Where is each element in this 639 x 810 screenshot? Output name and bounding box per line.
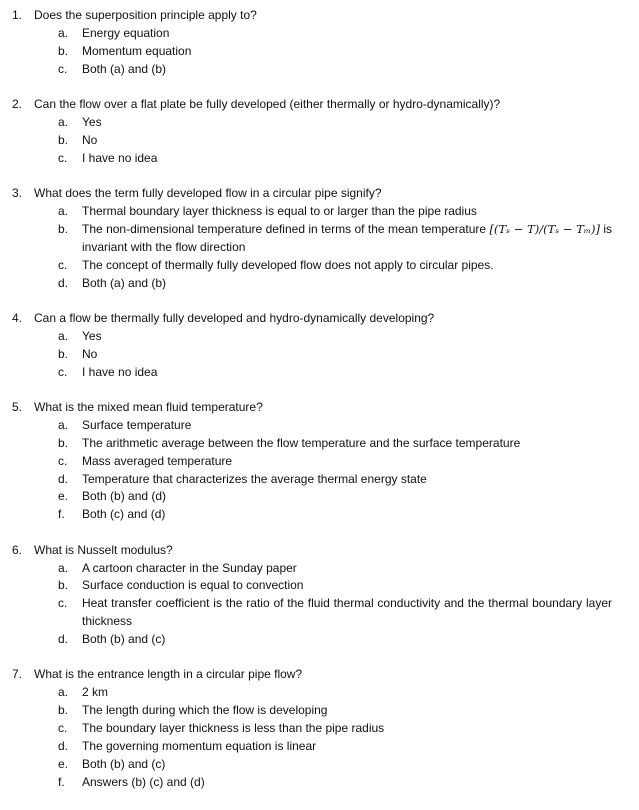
option-text (82, 702, 612, 720)
question-text: Can a flow be thermally fully developed and hydro-dynamically developing? (34, 310, 435, 325)
option-text (82, 435, 612, 453)
option-text-main: Mass averaged temperature (82, 453, 233, 468)
option-letter: e. (58, 489, 69, 504)
option-letter: a. (58, 685, 69, 700)
question-line (0, 542, 639, 560)
question-number: 2. (12, 97, 23, 112)
question-number: 7. (12, 667, 23, 682)
option-letter: a. (58, 560, 69, 575)
question-text: What is the mixed mean fluid temperature? (34, 399, 263, 414)
option-text (82, 560, 612, 578)
option-text-continued: is invariant with the flow direction (82, 221, 612, 254)
option-4-1 (0, 328, 639, 346)
option-letter: d. (58, 632, 69, 647)
option-text (82, 720, 612, 738)
question-text: What is the entrance length in a circular pipe flow? (34, 667, 303, 682)
question-line (0, 310, 639, 328)
option-text (82, 506, 612, 524)
option-7-5 (0, 756, 639, 774)
question-line (0, 96, 639, 114)
option-letter: d. (58, 739, 69, 754)
option-letter: b. (58, 578, 69, 593)
option-text (82, 132, 612, 150)
option-text (82, 275, 612, 293)
option-5-4 (0, 471, 639, 489)
option-text (82, 684, 612, 702)
option-text-main: Both (c) and (d) (82, 507, 166, 522)
option-5-2 (0, 435, 639, 453)
option-text (82, 43, 612, 61)
question-number: 1. (12, 8, 23, 22)
option-7-1 (0, 684, 639, 702)
option-letter: e. (58, 756, 69, 771)
option-text-main: Both (b) and (d) (82, 489, 167, 504)
question-1 (0, 7, 639, 79)
option-text-main: The concept of thermally fully developed flow does not apply to circular pipes. (82, 257, 494, 272)
option-text (82, 114, 612, 132)
option-6-3 (0, 595, 639, 631)
question-7 (0, 666, 639, 791)
question-text: What is Nusselt modulus? (34, 542, 173, 557)
option-text-main: Surface temperature (82, 417, 192, 432)
question-5 (0, 399, 639, 524)
question-text: What does the term fully developed flow in a circular pipe signify? (34, 186, 382, 201)
option-text-main: Surface conduction is equal to convection (82, 578, 304, 593)
option-7-2 (0, 702, 639, 720)
question-text: Does the superposition principle apply to? (34, 8, 257, 22)
option-text-main: No (82, 346, 98, 361)
option-2-3 (0, 150, 639, 168)
option-6-2 (0, 577, 639, 595)
option-letter: c. (58, 150, 68, 165)
option-text (82, 738, 612, 756)
option-text-main: Both (b) and (c) (82, 632, 166, 647)
option-5-5 (0, 488, 639, 506)
option-6-4 (0, 631, 639, 649)
question-line (0, 666, 639, 684)
option-text (82, 595, 612, 631)
option-letter: a. (58, 203, 69, 218)
option-letter: b. (58, 435, 69, 450)
option-text-main: Both (a) and (b) (82, 61, 167, 76)
option-letter: b. (58, 346, 69, 361)
option-text (82, 257, 612, 275)
option-letter: c. (58, 257, 68, 272)
option-letter: a. (58, 417, 69, 432)
question-text: Can the flow over a flat plate be fully developed (either thermally or hydro-dynamically)? (34, 97, 501, 112)
option-letter: a. (58, 328, 69, 343)
question-line (0, 185, 639, 203)
option-4-3 (0, 364, 639, 382)
option-text (82, 774, 612, 792)
option-text (82, 25, 612, 43)
option-text-main: Thermal boundary layer thickness is equal to or larger than the pipe radius (82, 203, 477, 218)
question-3 (0, 185, 639, 292)
option-7-6 (0, 774, 639, 792)
option-3-3 (0, 257, 639, 275)
option-text (82, 221, 612, 257)
option-text (82, 364, 612, 382)
option-text-main: A cartoon character in the Sunday paper (82, 560, 297, 575)
question-2 (0, 96, 639, 168)
option-text-main: Yes (82, 328, 102, 343)
option-7-3 (0, 720, 639, 738)
option-text (82, 203, 612, 221)
option-text-main: Momentum equation (82, 43, 192, 58)
option-letter: c. (58, 61, 68, 76)
option-letter: c. (58, 721, 68, 736)
option-letter: c. (58, 364, 68, 379)
option-text (82, 150, 612, 168)
option-text-main: The governing momentum equation is linear (82, 739, 317, 754)
option-3-1 (0, 203, 639, 221)
option-1-2 (0, 43, 639, 61)
option-text (82, 631, 612, 649)
question-number: 5. (12, 399, 23, 414)
option-1-3 (0, 61, 639, 79)
option-letter: d. (58, 275, 69, 290)
question-number: 3. (12, 186, 23, 201)
math-expression: [(Tₛ − T)/(Tₛ − Tₘ)] (489, 221, 600, 236)
question-line (0, 399, 639, 417)
option-5-3 (0, 453, 639, 471)
question-4 (0, 310, 639, 382)
option-3-2 (0, 221, 639, 257)
option-letter: b. (58, 43, 69, 58)
option-text (82, 488, 612, 506)
option-letter: f. (58, 774, 65, 789)
option-letter: a. (58, 25, 69, 40)
option-2-1 (0, 114, 639, 132)
option-text (82, 453, 612, 471)
option-text-main: The non-dimensional temperature defined in terms of the mean temperature (82, 221, 487, 236)
option-text-main: No (82, 132, 98, 147)
option-5-6 (0, 506, 639, 524)
option-letter: b. (58, 221, 69, 236)
option-letter: b. (58, 703, 69, 718)
option-text (82, 328, 612, 346)
option-1-1 (0, 25, 639, 43)
option-4-2 (0, 346, 639, 364)
option-text-main: Yes (82, 114, 102, 129)
option-text-main: The length during which the flow is developing (82, 703, 328, 718)
option-letter: d. (58, 471, 69, 486)
option-letter: c. (58, 596, 68, 611)
option-text (82, 577, 612, 595)
option-text-main: The boundary layer thickness is less than the pipe radius (82, 721, 385, 736)
option-text (82, 417, 612, 435)
option-text-main: I have no idea (82, 364, 158, 379)
option-text (82, 756, 612, 774)
option-text-main: Answers (b) (c) and (d) (82, 774, 205, 789)
option-5-1 (0, 417, 639, 435)
option-text-main: Energy equation (82, 25, 170, 40)
option-6-1 (0, 560, 639, 578)
question-line (0, 7, 639, 25)
question-6 (0, 542, 639, 649)
option-text (82, 346, 612, 364)
option-text-main: The arithmetic average between the flow temperature and the surface temperature (82, 435, 521, 450)
option-2-2 (0, 132, 639, 150)
option-letter: a. (58, 114, 69, 129)
option-text-main: I have no idea (82, 150, 158, 165)
option-text-main: Both (b) and (c) (82, 756, 166, 771)
option-text (82, 471, 612, 489)
option-text (82, 61, 612, 79)
question-number: 4. (12, 310, 23, 325)
quiz-document (0, 7, 639, 809)
option-letter: f. (58, 507, 65, 522)
option-letter: b. (58, 132, 69, 147)
option-text-main: Temperature that characterizes the average thermal energy state (82, 471, 427, 486)
option-letter: c. (58, 453, 68, 468)
option-3-4 (0, 275, 639, 293)
question-number: 6. (12, 542, 23, 557)
option-text-main: Both (a) and (b) (82, 275, 167, 290)
option-7-4 (0, 738, 639, 756)
option-text-main: 2 km (82, 685, 109, 700)
option-text-main: Heat transfer coefficient is the ratio of the fluid thermal conductivity and the thermal boundary layer thickness (82, 596, 612, 629)
